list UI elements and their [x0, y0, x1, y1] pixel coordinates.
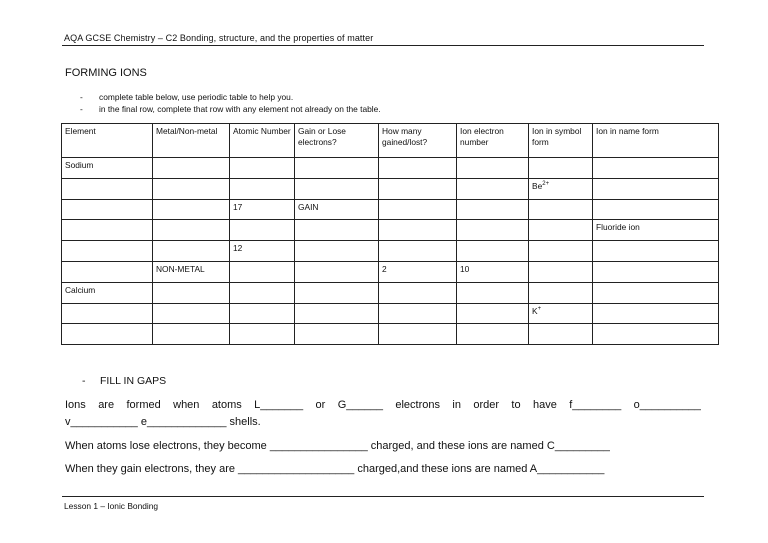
footer-rule [62, 496, 704, 497]
table-cell[interactable] [593, 158, 719, 179]
table-cell[interactable] [379, 324, 457, 345]
table-cell[interactable] [457, 282, 529, 303]
table-row [62, 261, 719, 282]
table-cell[interactable] [62, 241, 153, 262]
table-cell[interactable] [153, 220, 230, 241]
fill-sentence-1-continued: v___________ e_____________ shells. [65, 416, 261, 428]
column-header: Metal/Non-metal [153, 124, 230, 158]
table-row [62, 178, 719, 199]
sentence-word: formed [126, 399, 161, 411]
table-row [62, 324, 719, 345]
table-row [62, 220, 719, 241]
table-row [62, 241, 719, 262]
table-cell[interactable] [593, 303, 719, 324]
table-cell[interactable] [295, 324, 379, 345]
table-cell[interactable] [593, 241, 719, 262]
table-cell[interactable] [153, 199, 230, 220]
table-cell[interactable]: 2 [379, 261, 457, 282]
column-header: How many gained/lost? [379, 124, 457, 158]
column-header: Atomic Number [230, 124, 295, 158]
sentence-word: f________ [569, 399, 622, 411]
sentence-word: order [473, 399, 500, 411]
table-cell[interactable] [230, 303, 295, 324]
table-cell[interactable] [230, 220, 295, 241]
fill-in-gaps-title: - FILL IN GAPS [82, 375, 166, 387]
table-cell[interactable] [62, 178, 153, 199]
column-header: Gain or Lose electrons? [295, 124, 379, 158]
table-cell[interactable] [295, 303, 379, 324]
sentence-word: L_______ [254, 399, 304, 411]
instructions-list [80, 91, 381, 115]
table-cell[interactable]: 10 [457, 261, 529, 282]
table-cell[interactable]: 12 [230, 241, 295, 262]
table-row [62, 282, 719, 303]
column-header: Element [62, 124, 153, 158]
table-cell[interactable] [379, 220, 457, 241]
ion-symbol: $Be^{2+}$ [529, 178, 593, 199]
table-cell[interactable] [379, 178, 457, 199]
table-cell[interactable] [593, 282, 719, 303]
sentence-word: are [98, 399, 115, 411]
table-cell[interactable] [529, 282, 593, 303]
table-cell[interactable] [62, 303, 153, 324]
table-cell[interactable] [153, 241, 230, 262]
table-cell[interactable] [457, 158, 529, 179]
table-cell[interactable] [295, 282, 379, 303]
header-rule [62, 45, 704, 46]
table-cell[interactable] [62, 199, 153, 220]
table-cell[interactable] [379, 199, 457, 220]
table-cell[interactable] [593, 199, 719, 220]
table-cell[interactable] [593, 178, 719, 199]
table-cell[interactable] [295, 178, 379, 199]
table-cell[interactable] [379, 158, 457, 179]
sentence-word: to [511, 399, 521, 411]
table-cell[interactable] [457, 220, 529, 241]
table-cell[interactable] [62, 324, 153, 345]
table-cell[interactable] [153, 303, 230, 324]
table-cell[interactable] [593, 324, 719, 345]
forming-ions-table [61, 123, 719, 345]
table-cell[interactable] [593, 261, 719, 282]
table-cell[interactable] [230, 158, 295, 179]
table-cell[interactable] [295, 261, 379, 282]
table-cell[interactable] [153, 324, 230, 345]
document-footer: Lesson 1 – Ionic Bonding [64, 501, 159, 511]
table-cell[interactable]: Sodium [62, 158, 153, 179]
fill-sentence-2: When atoms lose electrons, they become ________________ charged, and these ions are named C_________ [65, 440, 610, 452]
table-cell[interactable]: GAIN [295, 199, 379, 220]
table-cell[interactable] [379, 282, 457, 303]
table-cell[interactable]: Calcium [62, 282, 153, 303]
table-cell[interactable] [529, 199, 593, 220]
table-cell[interactable] [457, 324, 529, 345]
table-cell[interactable] [295, 241, 379, 262]
table-cell[interactable] [153, 158, 230, 179]
sentence-word: or [315, 399, 326, 411]
sentence-word: G______ [337, 399, 383, 411]
table-row [62, 303, 719, 324]
sentence-word: have [532, 399, 557, 411]
table-cell[interactable] [529, 324, 593, 345]
table-cell[interactable] [230, 324, 295, 345]
table-cell[interactable] [529, 261, 593, 282]
table-cell[interactable] [457, 199, 529, 220]
table-cell[interactable]: NON-METAL [153, 261, 230, 282]
table-cell[interactable]: Fluoride ion [593, 220, 719, 241]
table-cell[interactable] [62, 261, 153, 282]
table-row [62, 158, 719, 179]
section-title: FORMING IONS [65, 67, 147, 79]
document-header: AQA GCSE Chemistry – C2 Bonding, structure, and the properties of matter [64, 33, 374, 43]
table-cell[interactable] [529, 158, 593, 179]
sentence-word: when [173, 399, 200, 411]
table-cell[interactable] [62, 220, 153, 241]
table-cell[interactable]: 17 [230, 199, 295, 220]
sentence-word: electrons [395, 399, 440, 411]
table-cell[interactable] [153, 178, 230, 199]
table-row [62, 199, 719, 220]
column-header: Ion in symbol form [529, 124, 593, 158]
table-cell[interactable] [295, 158, 379, 179]
table-cell[interactable] [153, 282, 230, 303]
fill-sentence-3: When they gain electrons, they are ___________________ charged,and these ions are named A___________ [65, 463, 605, 475]
table-cell[interactable] [230, 178, 295, 199]
sentence-word: in [452, 399, 461, 411]
table-cell[interactable] [230, 261, 295, 282]
sentence-word: o__________ [633, 399, 701, 411]
table-cell[interactable] [529, 220, 593, 241]
ion-symbol: K+ [529, 303, 593, 324]
column-header: Ion in name form [593, 124, 719, 158]
table-cell[interactable] [295, 220, 379, 241]
table-cell[interactable] [457, 178, 529, 199]
table-cell[interactable] [457, 303, 529, 324]
sentence-word: Ions [65, 399, 86, 411]
sentence-word: atoms [211, 399, 242, 411]
instruction-item: - in the final row, complete that row with any element not already on the table. [80, 103, 381, 115]
table-cell[interactable] [529, 241, 593, 262]
table-header-row [62, 124, 719, 158]
table-cell[interactable] [379, 241, 457, 262]
table-cell[interactable] [457, 241, 529, 262]
fill-sentence-1 [65, 399, 705, 411]
instruction-item: - complete table below, use periodic table to help you. [80, 91, 381, 103]
table-cell[interactable] [379, 303, 457, 324]
column-header: Ion electron number [457, 124, 529, 158]
table-cell[interactable] [230, 282, 295, 303]
